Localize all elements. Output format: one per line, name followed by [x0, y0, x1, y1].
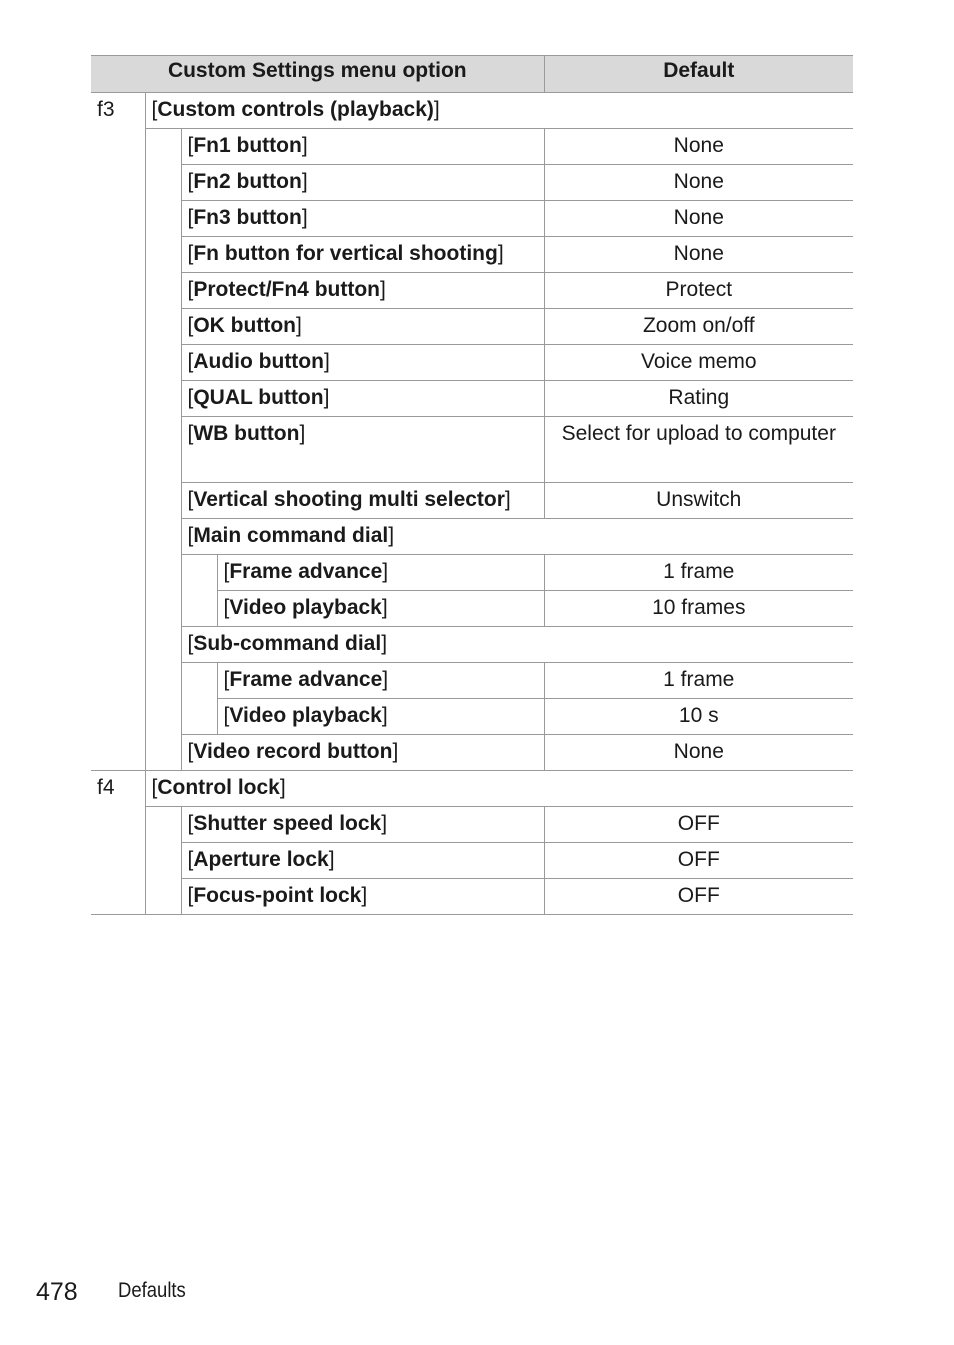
group-title-f3: [Custom controls (playback)] — [145, 93, 853, 129]
custom-settings-defaults-table — [91, 55, 853, 915]
group-title-text: Control lock — [157, 776, 280, 799]
option-default: Unswitch — [544, 483, 853, 519]
option-default: Voice memo — [544, 345, 853, 381]
group-title-text: Custom controls (playback) — [157, 98, 434, 121]
option-label: Frame advance — [229, 560, 383, 583]
option-default: None — [544, 165, 853, 201]
header-option: Custom Settings menu option — [91, 56, 544, 93]
option-label: OK button — [193, 314, 296, 337]
option-label: Video record button — [193, 740, 393, 763]
option-default: None — [544, 201, 853, 237]
option-label: Shutter speed lock — [193, 812, 382, 835]
section-label: Defaults — [118, 1279, 186, 1302]
option-label: Video playback — [229, 596, 382, 619]
subgroup-row-sub-dial: [Sub-command dial] — [91, 627, 853, 663]
option-label: Vertical shooting multi selector — [193, 488, 505, 511]
table-row: [Fn button for vertical shooting] None — [91, 237, 853, 273]
option-default: None — [544, 735, 853, 771]
option-default: Select for upload to computer — [544, 417, 853, 483]
page-number: 478 — [36, 1278, 78, 1306]
option-default: 10 frames — [544, 591, 853, 627]
table-row: [WB button] Select for upload to computer — [91, 417, 853, 483]
group-row-f3 — [91, 93, 853, 129]
table-row: [Audio button] Voice memo — [91, 345, 853, 381]
subgroup-title: Sub-command dial — [193, 632, 382, 655]
option-label: QUAL button — [193, 386, 324, 409]
option-default: Rating — [544, 381, 853, 417]
table-row: [OK button] Zoom on/off — [91, 309, 853, 345]
option-label: Aperture lock — [193, 848, 329, 871]
option-default: Zoom on/off — [544, 309, 853, 345]
option-label: Protect/Fn4 button — [193, 278, 380, 301]
option-default: OFF — [544, 879, 853, 915]
option-label: Focus-point lock — [193, 884, 362, 907]
table-row: [QUAL button] Rating — [91, 381, 853, 417]
option-default: 1 frame — [544, 555, 853, 591]
option-default: Protect — [544, 273, 853, 309]
group-code-f4: f4 — [97, 776, 115, 799]
table-header-row — [91, 56, 853, 93]
table-row: [Frame advance] 1 frame — [91, 555, 853, 591]
option-label: Frame advance — [229, 668, 383, 691]
header-default: Default — [544, 56, 853, 93]
option-label: Fn1 button — [193, 134, 302, 157]
table-row: [Protect/Fn4 button] Protect — [91, 273, 853, 309]
option-default: None — [544, 237, 853, 273]
table-row: [Video playback] 10 s — [91, 699, 853, 735]
group-title-f4: [Control lock] — [145, 771, 853, 807]
subgroup-title: Main command dial — [193, 524, 389, 547]
option-label: WB button — [193, 422, 300, 445]
group-code-f3: f3 — [97, 98, 115, 121]
table-row: [Vertical shooting multi selector] Unswitch — [91, 483, 853, 519]
option-default: OFF — [544, 843, 853, 879]
option-label: Audio button — [193, 350, 324, 373]
option-label: Video playback — [229, 704, 382, 727]
option-default: OFF — [544, 807, 853, 843]
table-row: [Fn2 button] None — [91, 165, 853, 201]
table-row: [Shutter speed lock] OFF — [91, 807, 853, 843]
table-row: [Aperture lock] OFF — [91, 843, 853, 879]
table-row: [Video record button] None — [91, 735, 853, 771]
group-row-f4 — [91, 771, 853, 807]
table-row: [Video playback] 10 frames — [91, 591, 853, 627]
option-label: Fn2 button — [193, 170, 302, 193]
option-label: Fn button for vertical shooting — [193, 242, 498, 265]
table-row: [Frame advance] 1 frame — [91, 663, 853, 699]
table-row: [Fn1 button] None — [91, 129, 853, 165]
option-default: 1 frame — [544, 663, 853, 699]
option-default: None — [544, 129, 853, 165]
table-row: [Focus-point lock] OFF — [91, 879, 853, 915]
table-row: [Fn3 button] None — [91, 201, 853, 237]
subgroup-row-main-dial: [Main command dial] — [91, 519, 853, 555]
option-default: 10 s — [544, 699, 853, 735]
option-label: Fn3 button — [193, 206, 302, 229]
